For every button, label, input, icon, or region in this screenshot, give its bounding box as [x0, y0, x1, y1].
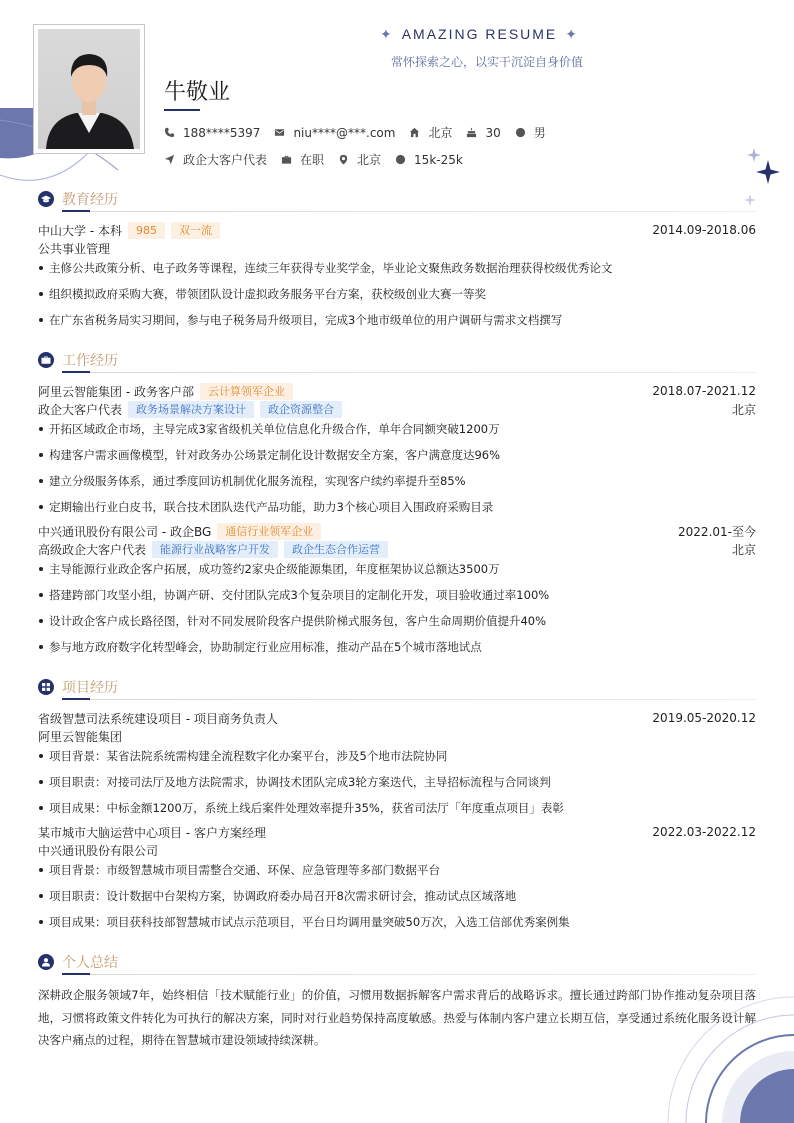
- cake-icon: [466, 127, 477, 138]
- list-item: 项目成果：项目获科技部智慧城市试点示范项目，平台日均调用量突破50万次，入选工信部优秀案例集: [38, 914, 756, 930]
- section-work-header: [38, 349, 756, 371]
- section-title: 工作经历: [62, 353, 118, 369]
- location-pin-icon: [338, 154, 349, 165]
- role-tag: 政企资源整合: [260, 401, 342, 418]
- list-item: 搭建跨部门攻坚小组，协调产研、交付团队完成3个复杂项目的定制化开发，项目验收通过率100%: [38, 587, 756, 603]
- list-item: 设计政企客户成长路径图，针对不同发展阶段客户提供阶梯式服务包，客户生命周期价值提升40%: [38, 613, 756, 629]
- personal-summary-text: 深耕政企服务领域7年，始终相信「技术赋能行业」的价值，习惯用数据拆解客户需求背后的战略诉求。擅长通过跨部门协作推动复杂项目落地，习惯将政策文件转化为可执行的解决方案，同时对行业趋势保持高度敏感。热爱与体制内客户建立长期互信，享受通过系统化服务设计解决客户痛点的过程，期待在智慧城市建设领域持续深耕。: [38, 988, 756, 1047]
- project-title: 某市城市大脑运营中心项目 - 客户方案经理: [38, 825, 266, 840]
- avatar-portrait-icon: [38, 29, 140, 149]
- company-name: 中兴通讯股份有限公司 - 政企BG: [38, 524, 212, 539]
- list-item: 构建客户需求画像模型，针对政务办公场景定制化设计数据安全方案，客户满意度达96%: [38, 447, 756, 463]
- resume-header-title: [165, 26, 794, 43]
- gender-icon: [515, 127, 526, 138]
- section-divider: [62, 372, 756, 373]
- list-item: 在广东省税务局实习期间，参与电子税务局升级项目，完成3个地市级单位的用户调研与需求文档撰写: [38, 312, 756, 328]
- info-age: 30: [466, 126, 500, 140]
- list-item: 项目背景：市级智慧城市项目需整合交通、环保、应急管理等多部门数据平台: [38, 862, 756, 878]
- section-summary-header: [38, 951, 756, 973]
- avatar: [38, 29, 140, 149]
- education-tag: 双一流: [171, 222, 220, 239]
- list-item: 项目成果：中标金额1200万，系统上线后案件处理效率提升35%，获省司法厅「年度重点项目」表彰: [38, 800, 756, 816]
- company-tag: 通信行业领军企业: [217, 523, 321, 540]
- education-major-row: [38, 239, 756, 257]
- graduation-cap-icon: [38, 191, 54, 207]
- company-name: 阿里云智能集团 - 政务客户部: [38, 384, 194, 399]
- briefcase-icon: [38, 352, 54, 368]
- company-tag: 云计算领军企业: [200, 383, 293, 400]
- section-divider: [62, 699, 756, 700]
- job-intent-row: [164, 151, 477, 168]
- section-title: 项目经历: [62, 680, 118, 696]
- work-location: 北京: [731, 542, 756, 557]
- education-date: 2014.09-2018.06: [652, 223, 756, 237]
- section-title: 教育经历: [62, 192, 118, 208]
- work-role-row: [38, 400, 756, 418]
- list-item: 项目背景：某省法院系统需构建全流程数字化办案平台，涉及5个地市法院协同: [38, 748, 756, 764]
- list-item: 主修公共政策分析、电子政务等课程，连续三年获得专业奖学金，毕业论文聚焦政务数据治理获得校级优秀论文: [38, 260, 756, 276]
- section-education-header: [38, 188, 756, 210]
- home-icon: [409, 127, 420, 138]
- grid-icon: [38, 679, 54, 695]
- project-title-row: [38, 709, 756, 727]
- project-date: 2019.05-2020.12: [652, 711, 756, 725]
- info-phone: 188****5397: [164, 126, 260, 140]
- work-role-row: [38, 540, 756, 558]
- sparkle-icon: ✦: [565, 26, 580, 42]
- list-item: 组织模拟政府采购大赛，带领团队设计虚拟政务服务平台方案，获校级创业大赛一等奖: [38, 286, 756, 302]
- project-org: 阿里云智能集团: [38, 729, 123, 744]
- section-underline: [62, 210, 90, 212]
- section-title: 个人总结: [62, 955, 118, 971]
- name-underline: [164, 109, 200, 111]
- info-target-city: 北京: [338, 151, 381, 168]
- work-date: 2018.07-2021.12: [652, 384, 756, 398]
- work-location: 北京: [731, 402, 756, 417]
- project-title-row: [38, 823, 756, 841]
- list-item: 建立分级服务体系，通过季度回访机制优化服务流程，实现客户续约率提升至85%: [38, 473, 756, 489]
- education-tag: 985: [128, 222, 165, 239]
- job-role: 政企大客户代表: [38, 402, 123, 417]
- project-title: 省级智慧司法系统建设项目 - 项目商务负责人: [38, 711, 278, 726]
- role-tag: 政企生态合作运营: [284, 541, 388, 558]
- list-item: 开拓区域政企市场，主导完成3家省级机关单位信息化升级合作，单年合同额突破1200万: [38, 421, 756, 437]
- project-org-row: [38, 841, 756, 859]
- resume-subtitle: 常怀探索之心，以实干沉淀自身价值: [390, 55, 583, 69]
- work-date: 2022.01-至今: [678, 524, 756, 539]
- role-tag: 政务场景解决方案设计: [128, 401, 254, 418]
- info-email: niu****@***.com: [274, 126, 395, 140]
- education-school-row: [38, 221, 756, 239]
- resume-title: AMAZING RESUME: [401, 26, 558, 42]
- user-icon: [38, 954, 54, 970]
- contact-info-row: [164, 124, 560, 141]
- list-item: 参与地方政府数字化转型峰会，协助制定行业应用标准，推动产品在5个城市落地试点: [38, 639, 756, 655]
- section-underline: [62, 698, 90, 700]
- section-divider: [62, 211, 756, 212]
- list-item: 项目职责：对接司法厅及地方法院需求，协调技术团队完成3轮方案迭代，主导招标流程与合同谈判: [38, 774, 756, 790]
- work-company-row: [38, 382, 756, 400]
- project-date: 2022.03-2022.12: [652, 825, 756, 839]
- mail-icon: [274, 127, 285, 138]
- list-item: 项目职责：设计数据中台架构方案，协调政府委办局召开8次需求研讨会，推动试点区域落地: [38, 888, 756, 904]
- section-divider: [62, 974, 756, 975]
- section-underline: [62, 371, 90, 373]
- briefcase-icon: [281, 154, 292, 165]
- project-org: 中兴通讯股份有限公司: [38, 843, 159, 858]
- education-major: 公共事业管理: [38, 241, 111, 256]
- school-name: 中山大学 - 本科: [38, 223, 122, 238]
- info-status: 在职: [281, 151, 324, 168]
- candidate-name: 牛敬业: [164, 80, 231, 105]
- section-underline: [62, 973, 90, 975]
- info-salary: 15k-25k: [395, 153, 463, 167]
- phone-icon: [164, 127, 175, 138]
- send-icon: [164, 154, 175, 165]
- money-icon: [395, 154, 406, 165]
- project-org-row: [38, 727, 756, 745]
- info-gender: 男: [515, 124, 546, 141]
- list-item: 定期输出行业白皮书，联合技术团队迭代产品功能，助力3个核心项目入围政府采购目录: [38, 499, 756, 515]
- role-tag: 能源行业战略客户开发: [152, 541, 278, 558]
- profile-photo-frame: [33, 24, 145, 154]
- sparkle-icon: ✦: [379, 26, 394, 42]
- list-item: 主导能源行业政企客户拓展，成功签约2家央企级能源集团，年度框架协议总额达3500万: [38, 561, 756, 577]
- job-role: 高级政企大客户代表: [38, 542, 147, 557]
- info-city: 北京: [409, 124, 452, 141]
- section-projects-header: [38, 676, 756, 698]
- info-target-role: 政企大客户代表: [164, 151, 267, 168]
- work-company-row: [38, 522, 756, 540]
